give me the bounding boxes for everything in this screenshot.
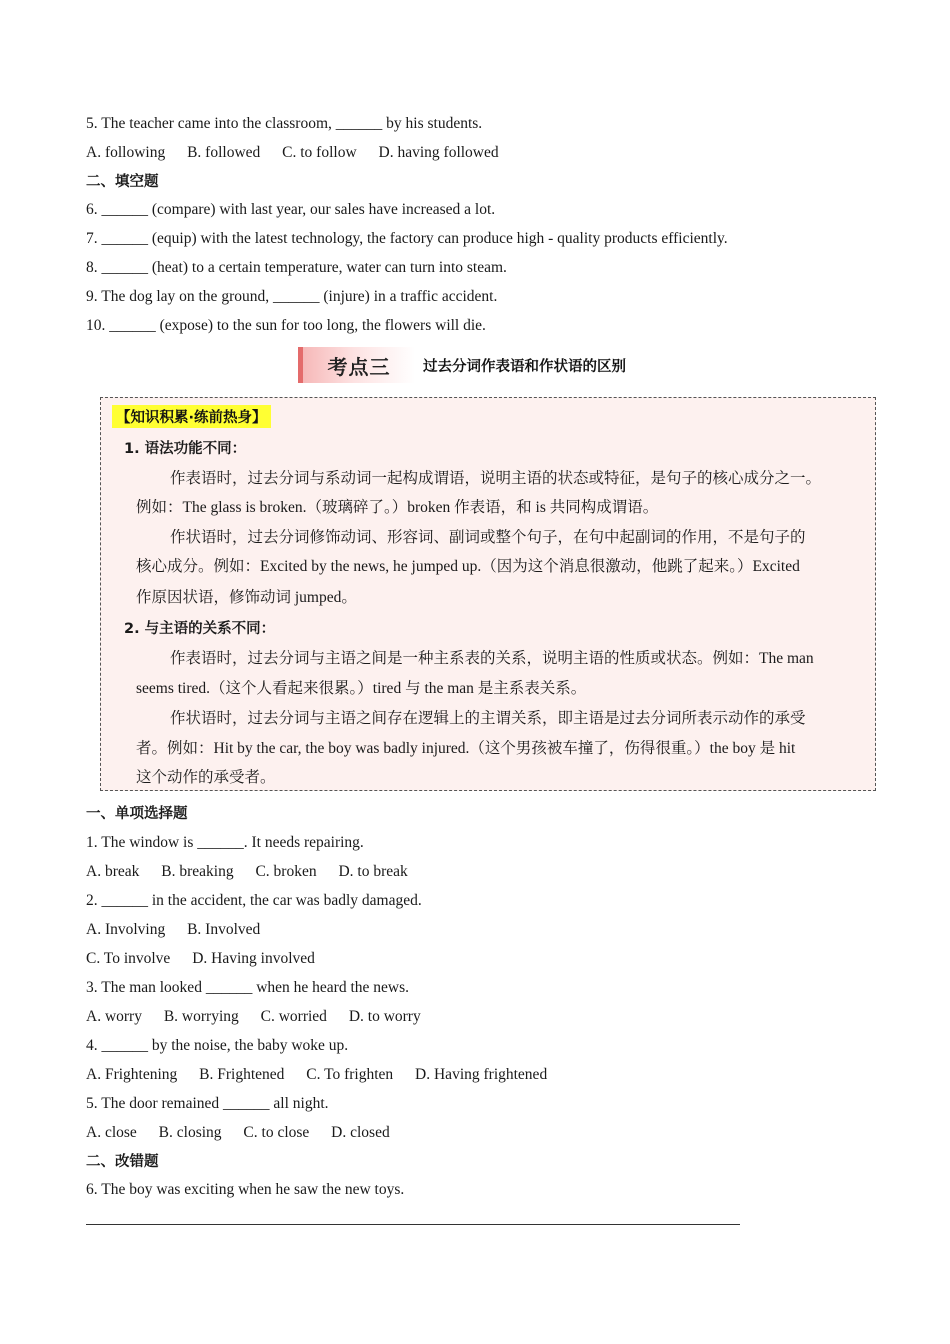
option: A. following	[86, 144, 166, 161]
option: A. break	[86, 863, 140, 880]
option: B. Frightened	[199, 1066, 285, 1083]
fill-item: 7. ______ (equip) with the latest technology, the factory can produce high - quality products efficiently.	[86, 230, 728, 247]
question-2-options-a	[86, 920, 260, 940]
option: A. worry	[86, 1008, 142, 1025]
question-5-top-options	[86, 143, 499, 163]
question-5-options	[86, 1123, 390, 1143]
option: D. Having frightened	[415, 1066, 548, 1083]
option: B. followed	[187, 144, 261, 161]
correction-heading: 二、改错题	[86, 1154, 159, 1170]
knowledge-text: 作状语时，过去分词与主语之间存在逻辑上的主谓关系，即主语是过去分词所表示动作的承受	[170, 710, 806, 727]
question-2: 2. ______ in the accident, the car was badly damaged.	[86, 892, 422, 909]
answer-line	[86, 1224, 740, 1225]
option: C. To involve	[86, 950, 171, 967]
question-5-top: 5. The teacher came into the classroom, ______ by his students.	[86, 115, 483, 132]
knowledge-text: 作表语时，过去分词与系动词一起构成谓语，说明主语的状态或特征，是句子的核心成分之一。	[170, 470, 822, 487]
kaodian-header	[298, 346, 626, 384]
fill-item: 9. The dog lay on the ground, ______ (injure) in a traffic accident.	[86, 288, 498, 305]
fill-blank-heading: 二、填空题	[86, 174, 159, 190]
fill-item: 6. ______ (compare) with last year, our sales have increased a lot.	[86, 201, 496, 218]
knowledge-subheading: 1. 语法功能不同：	[124, 441, 247, 457]
knowledge-text: 核心成分。例如：Excited by the news, he jumped up.（因为这个消息很激动，他跳了起来。）Excited	[136, 558, 800, 575]
question-4: 4. ______ by the noise, the baby woke up.	[86, 1037, 349, 1054]
question-1: 1. The window is ______. It needs repairing.	[86, 834, 364, 851]
option: D. to break	[338, 863, 408, 880]
question-3-options	[86, 1007, 421, 1027]
knowledge-text: 者。例如：Hit by the car, the boy was badly injured.（这个男孩被车撞了，伤得很重。）the boy 是 hit	[136, 740, 796, 757]
knowledge-tag: 【知识积累·练前热身】	[112, 405, 271, 428]
option: B. closing	[158, 1124, 222, 1141]
option: B. worrying	[163, 1008, 239, 1025]
option: D. Having involved	[192, 950, 315, 967]
option: C. to close	[243, 1124, 310, 1141]
knowledge-text: seems tired.（这个人看起来很累。）tired 与 the man 是主系表关系。	[136, 680, 587, 697]
knowledge-text: 例如：The glass is broken.（玻璃碎了。）broken 作表语，和 is 共同构成谓语。	[136, 499, 659, 516]
fill-item: 10. ______ (expose) to the sun for too long, the flowers will die.	[86, 317, 486, 334]
option: A. Involving	[86, 921, 166, 938]
kaodian-badge: 考点三	[298, 347, 415, 383]
option: C. broken	[255, 863, 317, 880]
knowledge-text: 作状语时，过去分词修饰动词、形容词、副词或整个句子，在句中起副词的作用，不是句子的	[170, 529, 806, 546]
question-1-options	[86, 862, 408, 882]
option: C. to follow	[282, 144, 357, 161]
option: B. breaking	[161, 863, 234, 880]
knowledge-text: 作原因状语，修饰动词 jumped。	[136, 589, 357, 606]
question-4-options	[86, 1065, 547, 1085]
option: D. closed	[331, 1124, 390, 1141]
question-6: 6. The boy was exciting when he saw the new toys.	[86, 1181, 405, 1198]
option: D. to worry	[348, 1008, 421, 1025]
option: B. Involved	[187, 921, 261, 938]
question-2-options-b	[86, 949, 315, 969]
question-3: 3. The man looked ______ when he heard the news.	[86, 979, 409, 996]
option: A. close	[86, 1124, 137, 1141]
fill-item: 8. ______ (heat) to a certain temperature, water can turn into steam.	[86, 259, 507, 276]
option: D. having followed	[378, 144, 499, 161]
knowledge-text: 这个动作的承受者。	[136, 769, 276, 786]
knowledge-subheading: 2. 与主语的关系不同：	[124, 621, 276, 637]
knowledge-text: 作表语时，过去分词与主语之间是一种主系表的关系，说明主语的性质或状态。例如：The man	[170, 650, 814, 667]
option: C. To frighten	[306, 1066, 394, 1083]
option: A. Frightening	[86, 1066, 178, 1083]
choice-heading: 一、单项选择题	[86, 806, 188, 822]
kaodian-title: 过去分词作表语和作状语的区别	[423, 358, 626, 375]
option: C. worried	[260, 1008, 327, 1025]
question-5: 5. The door remained ______ all night.	[86, 1095, 329, 1112]
